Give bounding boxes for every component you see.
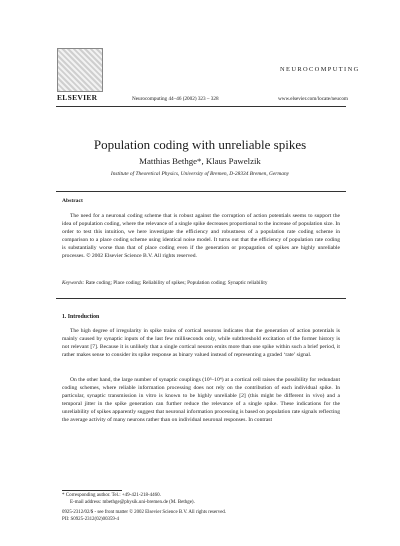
- footnote-rule: [62, 490, 122, 491]
- abstract-bottom-rule: [56, 298, 346, 299]
- intro-paragraph-1: The high degree of irregularity in spike trains of cortical neurons indicates that the generation of action potentials is mainly caused by synaptic inputs of the last few milliseconds only, while subthreshold excitation of the former history is not relevant [7]. Because it is unlikely that a single cortical neuron emits more than one spike within such a brief period, it rather makes sense to consider its spike response as binary valued instead of representing a graded ‘rate’ signal.: [62, 328, 340, 359]
- intro-paragraph-2: On the other hand, the large number of synaptic couplings (10³–10⁴) at a cortical cell raises the possibility for redundant coding schemes, where reliable information processing does not rely on the contribution of each individual spike. In particular, synaptic transmission in vitro is known to be highly unreliable [2] (this might be different in vivo) and a temporal jitter in the spike generation can further reduce the relevance of a single spike. These indications for the unreliability of spikes apparently suggest that neuronal information processing is based on population rate signals reflecting the average activity of many neurons rather than on individual neuronal responses. In contrast: [62, 377, 340, 424]
- issn-line: 0925-2312/02/$ - see front matter © 2002 Elsevier Science B.V. All rights reserved.: [62, 510, 227, 515]
- elsevier-tree-emblem: [57, 48, 103, 92]
- journal-name: NEUROCOMPUTING: [280, 66, 360, 73]
- pii-line: PII: S0925-2312(02)00359-4: [62, 516, 119, 522]
- journal-url[interactable]: www.elsevier.com/locate/neucom: [278, 96, 348, 102]
- keywords: [62, 280, 340, 287]
- header-rule: [56, 106, 346, 107]
- keywords-text: Rate coding; Place coding; Reliability of spikes; Population coding; Synaptic reliability: [85, 280, 268, 286]
- affiliation: Institute of Theoretical Physics, University of Bremen, D-28334 Bremen, Germany: [110, 171, 290, 177]
- copyright-info: [62, 510, 226, 523]
- paper-title: Population coding with unreliable spikes: [93, 137, 307, 152]
- section-heading: 1. Introduction: [62, 314, 100, 320]
- footnote-corresponding: * Corresponding author. Tel.: +49-421-218-4460.: [62, 493, 161, 498]
- abstract-top-rule: [56, 191, 346, 192]
- keywords-label: Keywords:: [62, 280, 85, 286]
- elsevier-logo: [57, 48, 103, 104]
- footnote: [62, 493, 340, 506]
- publisher-name: ELSEVIER: [57, 93, 98, 102]
- footnote-email: E-mail address: mbethge@physik.uni-bremen.de (M. Bethge).: [70, 499, 195, 505]
- abstract-text: The need for a neuronal coding scheme that is robust against the corruption of action potentials seems to support the idea of population coding, where the relevance of a single spike decreases proportional to the increase of population size. In order to test this intuition, we here investigate the efficiency and robustness of a population rate coding scheme in comparison to a place coding scheme using identical noise model. It turns out that the efficiency of population rate coding is substantially worse than that of place coding even if the generation or propagation of spikes are highly unreliable processes. © 2002 Elsevier Science B.V. All rights reserved.: [62, 213, 340, 260]
- authors: Matthias Bethge*, Klaus Pawelzik: [139, 156, 261, 166]
- abstract-heading: Abstract: [62, 198, 83, 204]
- citation: Neurocomputing 44–46 (2002) 323 – 328: [132, 96, 219, 102]
